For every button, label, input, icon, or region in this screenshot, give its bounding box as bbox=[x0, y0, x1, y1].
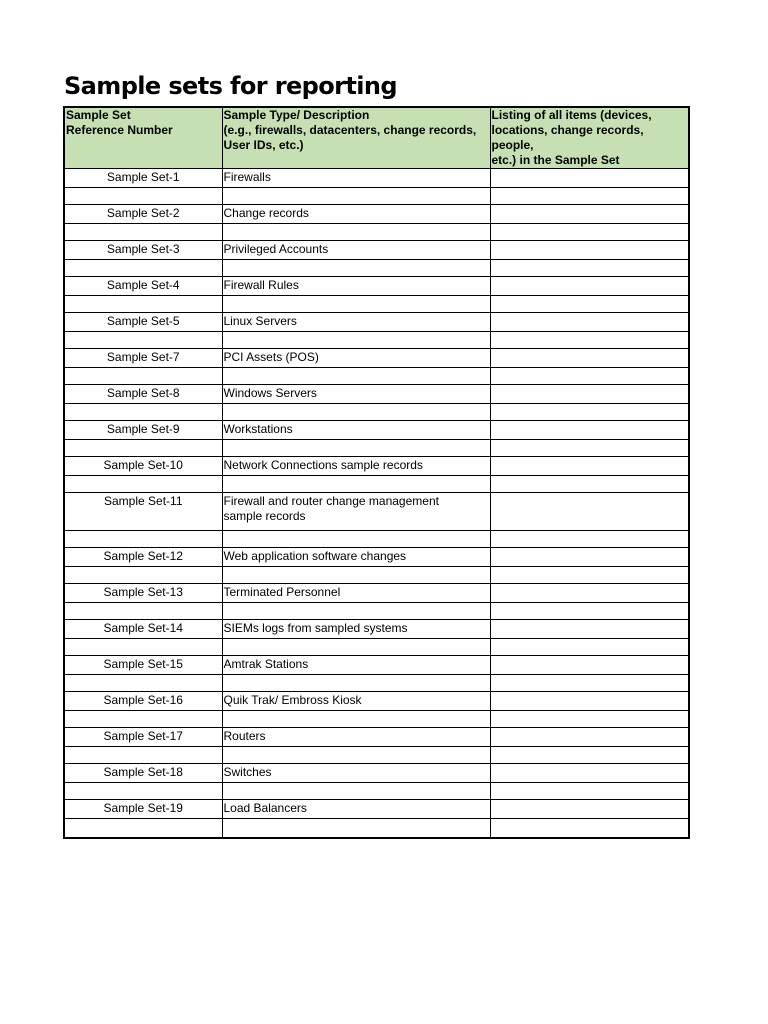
listing-items-cell[interactable] bbox=[490, 620, 689, 639]
sample-type-line: Linux Servers bbox=[223, 314, 297, 328]
sample-type-line: Firewall Rules bbox=[223, 278, 299, 292]
table-row bbox=[64, 584, 689, 603]
sample-type-cell[interactable] bbox=[222, 800, 490, 819]
empty-cell[interactable] bbox=[490, 368, 689, 385]
empty-cell[interactable] bbox=[490, 224, 689, 241]
sample-type-line: Firewall and router change management bbox=[223, 494, 439, 508]
empty-cell[interactable] bbox=[222, 531, 490, 548]
listing-items-cell[interactable] bbox=[490, 169, 689, 188]
empty-cell[interactable] bbox=[222, 260, 490, 277]
reference-number-cell[interactable]: Sample Set-17 bbox=[64, 728, 222, 747]
table-row bbox=[64, 800, 689, 819]
reference-number-cell[interactable]: Sample Set-15 bbox=[64, 656, 222, 675]
empty-cell[interactable] bbox=[490, 476, 689, 493]
empty-cell[interactable] bbox=[64, 675, 222, 692]
empty-cell[interactable] bbox=[64, 747, 222, 764]
empty-cell[interactable] bbox=[490, 711, 689, 728]
table-row bbox=[64, 692, 689, 711]
sample-type-cell[interactable] bbox=[222, 656, 490, 675]
reference-number-cell[interactable]: Sample Set-1 bbox=[64, 169, 222, 188]
empty-cell[interactable] bbox=[490, 603, 689, 620]
reference-number-cell[interactable]: Sample Set-8 bbox=[64, 385, 222, 404]
empty-cell[interactable] bbox=[490, 296, 689, 313]
sample-type-cell[interactable] bbox=[222, 457, 490, 476]
empty-cell[interactable] bbox=[64, 368, 222, 385]
spacer-row bbox=[64, 603, 689, 620]
sample-type-line: Firewalls bbox=[223, 170, 271, 184]
reference-number-cell[interactable]: Sample Set-4 bbox=[64, 277, 222, 296]
empty-cell[interactable] bbox=[64, 476, 222, 493]
empty-cell[interactable] bbox=[64, 224, 222, 241]
empty-cell[interactable] bbox=[64, 296, 222, 313]
sample-type-cell[interactable] bbox=[222, 349, 490, 368]
listing-items-cell[interactable] bbox=[490, 385, 689, 404]
listing-items-cell[interactable] bbox=[490, 349, 689, 368]
reference-number-cell[interactable]: Sample Set-11 bbox=[64, 493, 222, 531]
spacer-row bbox=[64, 296, 689, 313]
listing-items-cell[interactable] bbox=[490, 764, 689, 783]
empty-cell[interactable] bbox=[490, 675, 689, 692]
sample-type-cell[interactable] bbox=[222, 692, 490, 711]
sample-type-line: Amtrak Stations bbox=[223, 657, 309, 671]
listing-items-cell[interactable] bbox=[490, 548, 689, 567]
sample-type-line: sample records bbox=[223, 509, 306, 523]
listing-items-cell[interactable] bbox=[490, 584, 689, 603]
sample-type-line: Windows Servers bbox=[223, 386, 317, 400]
empty-cell[interactable] bbox=[64, 819, 222, 839]
spacer-row bbox=[64, 567, 689, 584]
sample-type-line: Workstations bbox=[223, 422, 293, 436]
table-row bbox=[64, 205, 689, 224]
header-line: Listing of all items (devices, bbox=[491, 108, 652, 122]
spacer-row bbox=[64, 404, 689, 421]
sample-type-line: Change records bbox=[223, 206, 309, 220]
empty-cell[interactable] bbox=[222, 819, 490, 839]
sample-type-line: Switches bbox=[223, 765, 272, 779]
empty-cell[interactable] bbox=[64, 711, 222, 728]
header-line: locations, change records, people, bbox=[491, 123, 644, 152]
table-row bbox=[64, 457, 689, 476]
sample-type-cell[interactable] bbox=[222, 548, 490, 567]
sample-type-line: Terminated Personnel bbox=[223, 585, 341, 599]
spacer-row bbox=[64, 639, 689, 656]
empty-cell[interactable] bbox=[490, 783, 689, 800]
empty-cell[interactable] bbox=[222, 368, 490, 385]
reference-number-cell[interactable]: Sample Set-3 bbox=[64, 241, 222, 260]
listing-items-cell[interactable] bbox=[490, 728, 689, 747]
spacer-row bbox=[64, 332, 689, 349]
empty-cell[interactable] bbox=[222, 639, 490, 656]
empty-cell[interactable] bbox=[222, 603, 490, 620]
table-row bbox=[64, 241, 689, 260]
sample-sets-table bbox=[63, 106, 690, 839]
empty-cell[interactable] bbox=[222, 747, 490, 764]
table-row bbox=[64, 493, 689, 531]
sample-type-line: PCI Assets (POS) bbox=[223, 350, 319, 364]
sample-type-cell[interactable] bbox=[222, 241, 490, 260]
empty-cell[interactable] bbox=[222, 476, 490, 493]
empty-cell[interactable] bbox=[490, 332, 689, 349]
sample-type-cell[interactable] bbox=[222, 169, 490, 188]
sample-type-line: Quik Trak/ Embross Kiosk bbox=[223, 693, 362, 707]
spacer-row bbox=[64, 711, 689, 728]
spacer-row bbox=[64, 260, 689, 277]
sample-type-cell[interactable] bbox=[222, 385, 490, 404]
listing-items-cell[interactable] bbox=[490, 493, 689, 531]
empty-cell[interactable] bbox=[64, 260, 222, 277]
sample-type-line: Privileged Accounts bbox=[223, 242, 329, 256]
sample-type-line: Load Balancers bbox=[223, 801, 307, 815]
empty-cell[interactable] bbox=[490, 819, 689, 839]
header-listing-items bbox=[490, 107, 689, 169]
sample-type-cell[interactable] bbox=[222, 205, 490, 224]
table-row bbox=[64, 421, 689, 440]
reference-number-cell[interactable]: Sample Set-12 bbox=[64, 548, 222, 567]
empty-cell[interactable] bbox=[64, 603, 222, 620]
spacer-row bbox=[64, 531, 689, 548]
reference-number-cell[interactable]: Sample Set-18 bbox=[64, 764, 222, 783]
spacer-row bbox=[64, 188, 689, 205]
empty-cell[interactable] bbox=[64, 567, 222, 584]
empty-cell[interactable] bbox=[222, 783, 490, 800]
header-line: etc.) in the Sample Set bbox=[491, 153, 620, 167]
empty-cell[interactable] bbox=[490, 188, 689, 205]
empty-cell[interactable] bbox=[222, 711, 490, 728]
table-row bbox=[64, 169, 689, 188]
empty-cell[interactable] bbox=[222, 567, 490, 584]
empty-cell[interactable] bbox=[64, 332, 222, 349]
spacer-row bbox=[64, 675, 689, 692]
sample-type-cell[interactable] bbox=[222, 313, 490, 332]
table-row bbox=[64, 620, 689, 639]
sample-type-cell[interactable] bbox=[222, 493, 490, 531]
empty-cell[interactable] bbox=[490, 531, 689, 548]
header-line: Reference Number bbox=[66, 123, 173, 137]
spacer-row bbox=[64, 224, 689, 241]
empty-cell[interactable] bbox=[490, 747, 689, 764]
empty-cell[interactable] bbox=[490, 440, 689, 457]
listing-items-cell[interactable] bbox=[490, 800, 689, 819]
reference-number-cell[interactable]: Sample Set-14 bbox=[64, 620, 222, 639]
table-row bbox=[64, 656, 689, 675]
sample-type-line: Network Connections sample records bbox=[223, 458, 423, 472]
spacer-row bbox=[64, 368, 689, 385]
spacer-row bbox=[64, 819, 689, 839]
empty-cell[interactable] bbox=[490, 260, 689, 277]
sample-type-cell[interactable] bbox=[222, 421, 490, 440]
listing-items-cell[interactable] bbox=[490, 457, 689, 476]
spacer-row bbox=[64, 440, 689, 457]
empty-cell[interactable] bbox=[222, 224, 490, 241]
reference-number-cell[interactable]: Sample Set-19 bbox=[64, 800, 222, 819]
reference-number-cell[interactable]: Sample Set-16 bbox=[64, 692, 222, 711]
empty-cell[interactable] bbox=[64, 531, 222, 548]
header-reference-number bbox=[64, 107, 222, 169]
sample-type-cell[interactable] bbox=[222, 620, 490, 639]
table-row bbox=[64, 277, 689, 296]
sample-type-line: Web application software changes bbox=[223, 549, 407, 563]
table-row bbox=[64, 728, 689, 747]
empty-cell[interactable] bbox=[222, 675, 490, 692]
listing-items-cell[interactable] bbox=[490, 277, 689, 296]
table-header-row bbox=[64, 107, 689, 169]
header-sample-type bbox=[222, 107, 490, 169]
spacer-row bbox=[64, 476, 689, 493]
sample-type-cell[interactable] bbox=[222, 277, 490, 296]
spacer-row bbox=[64, 747, 689, 764]
empty-cell[interactable] bbox=[222, 188, 490, 205]
header-line: (e.g., firewalls, datacenters, change records, bbox=[223, 123, 477, 137]
listing-items-cell[interactable] bbox=[490, 313, 689, 332]
table-row bbox=[64, 313, 689, 332]
empty-cell[interactable] bbox=[490, 404, 689, 421]
table-body bbox=[64, 169, 689, 839]
sample-type-line: Routers bbox=[223, 729, 266, 743]
reference-number-cell[interactable]: Sample Set-2 bbox=[64, 205, 222, 224]
empty-cell[interactable] bbox=[64, 783, 222, 800]
listing-items-cell[interactable] bbox=[490, 241, 689, 260]
empty-cell[interactable] bbox=[222, 332, 490, 349]
empty-cell[interactable] bbox=[490, 567, 689, 584]
sample-type-cell[interactable] bbox=[222, 764, 490, 783]
listing-items-cell[interactable] bbox=[490, 421, 689, 440]
page-title: Sample sets for reporting bbox=[64, 72, 397, 100]
empty-cell[interactable] bbox=[222, 440, 490, 457]
reference-number-cell[interactable]: Sample Set-9 bbox=[64, 421, 222, 440]
spacer-row bbox=[64, 783, 689, 800]
header-line: Sample Set bbox=[66, 108, 131, 122]
sample-type-cell[interactable] bbox=[222, 728, 490, 747]
empty-cell[interactable] bbox=[222, 404, 490, 421]
table-row bbox=[64, 349, 689, 368]
empty-cell[interactable] bbox=[64, 440, 222, 457]
empty-cell[interactable] bbox=[64, 639, 222, 656]
reference-number-cell[interactable]: Sample Set-5 bbox=[64, 313, 222, 332]
listing-items-cell[interactable] bbox=[490, 692, 689, 711]
header-line: User IDs, etc.) bbox=[223, 138, 304, 152]
table-row bbox=[64, 764, 689, 783]
reference-number-cell[interactable]: Sample Set-13 bbox=[64, 584, 222, 603]
empty-cell[interactable] bbox=[64, 188, 222, 205]
table-row bbox=[64, 548, 689, 567]
empty-cell[interactable] bbox=[222, 296, 490, 313]
empty-cell[interactable] bbox=[490, 639, 689, 656]
sample-type-line: SIEMs logs from sampled systems bbox=[223, 621, 408, 635]
empty-cell[interactable] bbox=[64, 404, 222, 421]
sample-type-cell[interactable] bbox=[222, 584, 490, 603]
reference-number-cell[interactable]: Sample Set-7 bbox=[64, 349, 222, 368]
table-row bbox=[64, 385, 689, 404]
listing-items-cell[interactable] bbox=[490, 656, 689, 675]
header-line: Sample Type/ Description bbox=[223, 108, 370, 122]
reference-number-cell[interactable]: Sample Set-10 bbox=[64, 457, 222, 476]
listing-items-cell[interactable] bbox=[490, 205, 689, 224]
